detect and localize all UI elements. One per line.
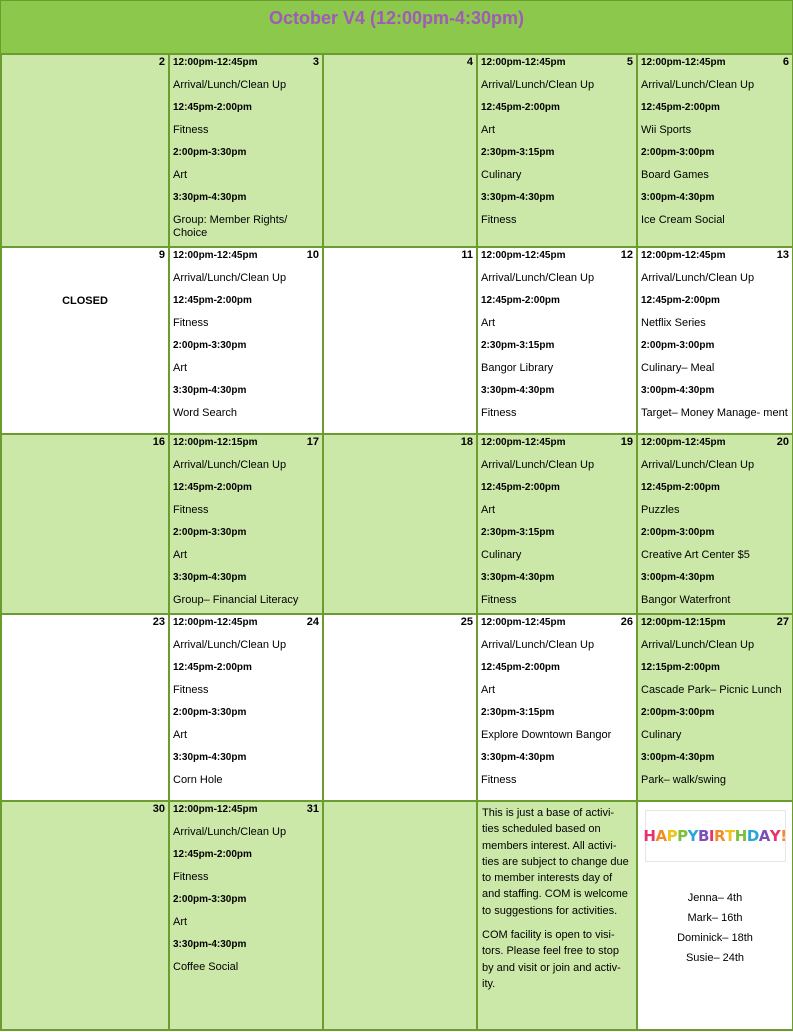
day-number: 6 bbox=[782, 56, 789, 68]
day-number: 24 bbox=[306, 616, 319, 628]
schedule-list bbox=[638, 55, 792, 235]
day-number: 16 bbox=[152, 436, 165, 448]
day-cell bbox=[637, 54, 793, 247]
day-cell bbox=[477, 614, 637, 801]
activity: Fitness bbox=[173, 123, 209, 136]
happy-birthday-logo: H A P P Y B I R T H D A Y ! bbox=[645, 810, 786, 862]
schedule-list bbox=[478, 615, 636, 795]
time-slot: 3:30pm-4:30pm bbox=[481, 192, 555, 203]
day-cell bbox=[477, 247, 637, 434]
time-slot: 12:00pm-12:45pm bbox=[641, 437, 726, 448]
time-slot: 12:00pm-12:45pm bbox=[641, 57, 726, 68]
activity: Culinary bbox=[481, 168, 522, 181]
notes-cell bbox=[477, 801, 637, 1030]
activity: Arrival/Lunch/Clean Up bbox=[481, 271, 595, 284]
notes-block bbox=[478, 802, 636, 992]
activity: Fitness bbox=[173, 503, 209, 516]
day-cell bbox=[169, 614, 323, 801]
day-number: 17 bbox=[306, 436, 319, 448]
activity: Group: Member Rights/ Choice bbox=[173, 213, 288, 239]
time-slot: 2:00pm-3:00pm bbox=[641, 527, 715, 538]
day-number: 23 bbox=[152, 616, 165, 628]
day-cell bbox=[477, 434, 637, 614]
time-slot: 12:00pm-12:45pm bbox=[481, 437, 566, 448]
time-slot: 2:30pm-3:15pm bbox=[481, 340, 555, 351]
time-slot: 12:45pm-2:00pm bbox=[641, 295, 720, 306]
time-slot: 12:00pm-12:45pm bbox=[173, 617, 258, 628]
time-slot: 2:00pm-3:30pm bbox=[173, 340, 247, 351]
activity: Culinary bbox=[641, 728, 682, 741]
day-cell bbox=[169, 54, 323, 247]
day-number: 27 bbox=[776, 616, 789, 628]
activity: Culinary bbox=[481, 548, 522, 561]
time-slot: 12:45pm-2:00pm bbox=[173, 482, 252, 493]
schedule-list bbox=[638, 435, 792, 615]
time-slot: 12:00pm-12:15pm bbox=[173, 437, 258, 448]
time-slot: 2:00pm-3:30pm bbox=[173, 707, 247, 718]
activity: Group– Financial Literacy bbox=[173, 593, 299, 606]
activity: Arrival/Lunch/Clean Up bbox=[641, 78, 755, 91]
time-slot: 3:30pm-4:30pm bbox=[481, 385, 555, 396]
activity: Fitness bbox=[481, 213, 517, 226]
day-cell bbox=[1, 247, 169, 434]
birthday-entry: Susie– 24th bbox=[685, 952, 745, 964]
activity: Cascade Park– Picnic Lunch bbox=[641, 683, 782, 696]
activity: Fitness bbox=[173, 870, 209, 883]
activity: Board Games bbox=[641, 168, 709, 181]
time-slot: 12:45pm-2:00pm bbox=[173, 662, 252, 673]
day-cell bbox=[1, 434, 169, 614]
activity: Arrival/Lunch/Clean Up bbox=[481, 458, 595, 471]
day-number: 13 bbox=[776, 249, 789, 261]
time-slot: 3:30pm-4:30pm bbox=[481, 572, 555, 583]
day-cell bbox=[323, 614, 477, 801]
time-slot: 2:30pm-3:15pm bbox=[481, 147, 555, 158]
activity: Creative Art Center $5 bbox=[641, 548, 750, 561]
day-cell bbox=[323, 54, 477, 247]
day-cell bbox=[1, 801, 169, 1030]
day-cell bbox=[323, 434, 477, 614]
time-slot: 2:00pm-3:30pm bbox=[173, 527, 247, 538]
activity: Art bbox=[481, 316, 496, 329]
time-slot: 12:00pm-12:45pm bbox=[481, 250, 566, 261]
day-number: 9 bbox=[158, 249, 165, 261]
time-slot: 2:00pm-3:00pm bbox=[641, 340, 715, 351]
day-cell bbox=[323, 801, 477, 1030]
day-cell bbox=[637, 614, 793, 801]
day-cell bbox=[169, 434, 323, 614]
notes-paragraph-2: COM facility is open to visi- tors. Please feel free to stop by and visit or join and activ- ity. bbox=[482, 929, 621, 990]
activity: Word Search bbox=[173, 406, 237, 419]
day-cell bbox=[323, 247, 477, 434]
activity: Park– walk/swing bbox=[641, 773, 726, 786]
schedule-list bbox=[478, 248, 636, 428]
day-number: 2 bbox=[158, 56, 165, 68]
time-slot: 12:00pm-12:45pm bbox=[481, 57, 566, 68]
time-slot: 2:00pm-3:00pm bbox=[641, 147, 715, 158]
activity: Art bbox=[481, 683, 496, 696]
day-number: 19 bbox=[620, 436, 633, 448]
day-number: 30 bbox=[152, 803, 165, 815]
week-row bbox=[1, 434, 793, 614]
time-slot: 12:00pm-12:45pm bbox=[481, 617, 566, 628]
time-slot: 3:30pm-4:30pm bbox=[173, 385, 247, 396]
calendar-title: October V4 (12:00pm-4:30pm) bbox=[268, 8, 525, 28]
activity: Art bbox=[173, 728, 188, 741]
activity: Art bbox=[173, 915, 188, 928]
activity: Bangor Library bbox=[481, 361, 554, 374]
day-number: 26 bbox=[620, 616, 633, 628]
activity: Puzzles bbox=[641, 503, 680, 516]
time-slot: 12:45pm-2:00pm bbox=[481, 102, 560, 113]
activity: Ice Cream Social bbox=[641, 213, 725, 226]
schedule-list bbox=[170, 435, 322, 615]
time-slot: 12:00pm-12:45pm bbox=[173, 57, 258, 68]
birthday-list bbox=[638, 888, 792, 968]
activity: Arrival/Lunch/Clean Up bbox=[641, 271, 755, 284]
calendar-header bbox=[0, 0, 793, 54]
activity: Arrival/Lunch/Clean Up bbox=[173, 638, 287, 651]
time-slot: 3:30pm-4:30pm bbox=[481, 752, 555, 763]
calendar-grid bbox=[0, 53, 793, 1031]
time-slot: 12:00pm-12:15pm bbox=[641, 617, 726, 628]
activity: Coffee Social bbox=[173, 960, 239, 973]
time-slot: 12:45pm-2:00pm bbox=[481, 295, 560, 306]
time-slot: 3:30pm-4:30pm bbox=[173, 939, 247, 950]
day-cell bbox=[169, 247, 323, 434]
week-row bbox=[1, 247, 793, 434]
schedule-list bbox=[478, 435, 636, 615]
time-slot: 3:30pm-4:30pm bbox=[173, 192, 247, 203]
day-number: 12 bbox=[620, 249, 633, 261]
day-number: 4 bbox=[466, 56, 473, 68]
week-row bbox=[1, 614, 793, 801]
day-cell bbox=[637, 434, 793, 614]
time-slot: 12:45pm-2:00pm bbox=[481, 662, 560, 673]
time-slot: 2:00pm-3:00pm bbox=[641, 707, 715, 718]
day-number: 18 bbox=[460, 436, 473, 448]
day-number: 20 bbox=[776, 436, 789, 448]
time-slot: 12:45pm-2:00pm bbox=[173, 102, 252, 113]
birthday-entry: Jenna– 4th bbox=[687, 892, 743, 904]
activity: Arrival/Lunch/Clean Up bbox=[641, 458, 755, 471]
notes-paragraph-1: This is just a base of activi- ties scheduled based on members interest. All activi- ties are subject to change due to member interests day of and staffing. COM is welcome to suggestions for activities. bbox=[482, 807, 629, 917]
week-row bbox=[1, 801, 793, 1030]
time-slot: 12:00pm-12:45pm bbox=[173, 804, 258, 815]
activity: Netflix Series bbox=[641, 316, 706, 329]
day-number: 25 bbox=[460, 616, 473, 628]
activity: Art bbox=[173, 361, 188, 374]
time-slot: 3:30pm-4:30pm bbox=[173, 752, 247, 763]
activity: Arrival/Lunch/Clean Up bbox=[641, 638, 755, 651]
schedule-list bbox=[170, 55, 322, 239]
birthday-entry: Dominick– 18th bbox=[677, 932, 753, 944]
closed-label: CLOSED bbox=[62, 295, 108, 307]
schedule-list bbox=[478, 55, 636, 235]
day-cell bbox=[1, 54, 169, 247]
activity: Fitness bbox=[173, 316, 209, 329]
time-slot: 2:00pm-3:30pm bbox=[173, 894, 247, 905]
day-number: 3 bbox=[312, 56, 319, 68]
time-slot: 12:45pm-2:00pm bbox=[173, 849, 252, 860]
activity: Art bbox=[481, 503, 496, 516]
time-slot: 12:45pm-2:00pm bbox=[641, 102, 720, 113]
activity: Fitness bbox=[481, 406, 517, 419]
activity: Fitness bbox=[481, 773, 517, 786]
birthday-entry: Mark– 16th bbox=[687, 912, 743, 924]
time-slot: 3:00pm-4:30pm bbox=[641, 752, 715, 763]
day-cell bbox=[169, 801, 323, 1030]
activity: Arrival/Lunch/Clean Up bbox=[173, 78, 287, 91]
activity: Art bbox=[173, 168, 188, 181]
time-slot: 12:45pm-2:00pm bbox=[173, 295, 252, 306]
activity: Explore Downtown Bangor bbox=[481, 728, 612, 741]
activity: Arrival/Lunch/Clean Up bbox=[173, 458, 287, 471]
schedule-list bbox=[638, 615, 792, 795]
activity: Bangor Waterfront bbox=[641, 593, 731, 606]
time-slot: 3:00pm-4:30pm bbox=[641, 192, 715, 203]
time-slot: 3:00pm-4:30pm bbox=[641, 572, 715, 583]
time-slot: 2:00pm-3:30pm bbox=[173, 147, 247, 158]
activity: Arrival/Lunch/Clean Up bbox=[173, 271, 287, 284]
schedule-list bbox=[170, 248, 322, 428]
week-row bbox=[1, 54, 793, 247]
time-slot: 2:30pm-3:15pm bbox=[481, 707, 555, 718]
time-slot: 12:45pm-2:00pm bbox=[481, 482, 560, 493]
time-slot: 2:30pm-3:15pm bbox=[481, 527, 555, 538]
birthday-cell bbox=[637, 801, 793, 1030]
activity: Target– Money Manage- ment bbox=[641, 406, 788, 419]
activity: Fitness bbox=[173, 683, 209, 696]
day-number: 10 bbox=[306, 249, 319, 261]
activity: Arrival/Lunch/Clean Up bbox=[481, 638, 595, 651]
schedule-list bbox=[638, 248, 792, 428]
day-number: 31 bbox=[306, 803, 319, 815]
activity: Culinary– Meal bbox=[641, 361, 715, 374]
activity: Arrival/Lunch/Clean Up bbox=[481, 78, 595, 91]
time-slot: 3:30pm-4:30pm bbox=[173, 572, 247, 583]
day-number: 11 bbox=[461, 249, 473, 261]
activity: Wii Sports bbox=[641, 123, 692, 136]
activity: Art bbox=[173, 548, 188, 561]
time-slot: 12:00pm-12:45pm bbox=[173, 250, 258, 261]
time-slot: 12:45pm-2:00pm bbox=[641, 482, 720, 493]
activity: Arrival/Lunch/Clean Up bbox=[173, 825, 287, 838]
time-slot: 3:00pm-4:30pm bbox=[641, 385, 715, 396]
day-cell bbox=[637, 247, 793, 434]
time-slot: 12:15pm-2:00pm bbox=[641, 662, 720, 673]
activity: Corn Hole bbox=[173, 773, 223, 786]
schedule-list bbox=[170, 802, 322, 982]
day-cell bbox=[1, 614, 169, 801]
activity: Art bbox=[481, 123, 496, 136]
day-number: 5 bbox=[626, 56, 633, 68]
activity: Fitness bbox=[481, 593, 517, 606]
time-slot: 12:00pm-12:45pm bbox=[641, 250, 726, 261]
day-cell bbox=[477, 54, 637, 247]
schedule-list bbox=[170, 615, 322, 795]
